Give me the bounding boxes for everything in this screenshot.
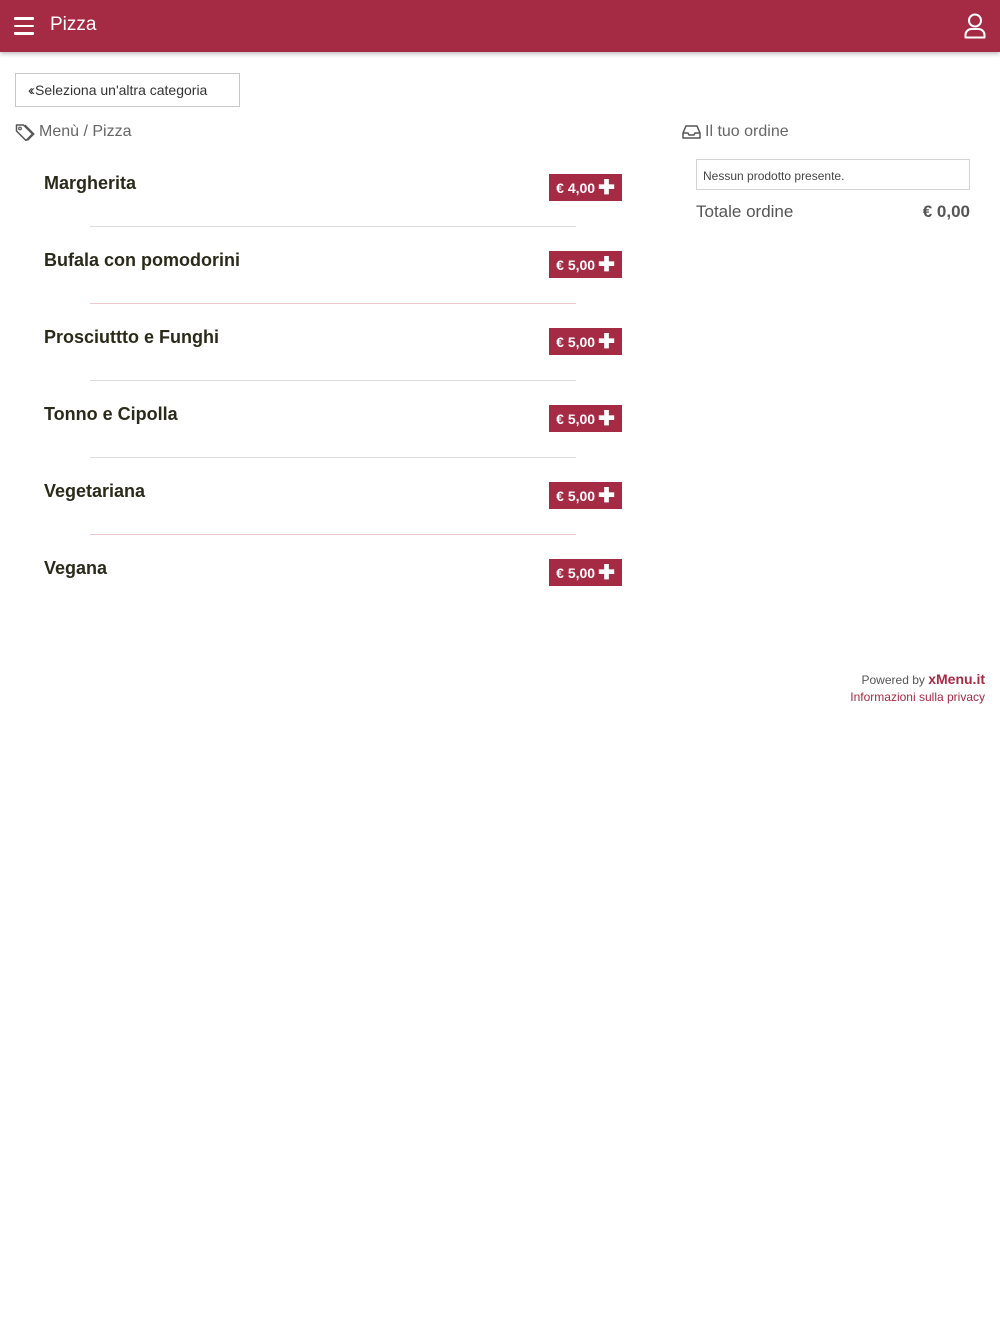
plus-icon: ✚ [598,407,615,430]
price-label: € 5,00 [556,333,596,350]
menu-item [0,458,660,535]
add-to-order-button[interactable] [549,405,622,432]
price-label: € 4,00 [556,179,596,196]
tag-icon [15,123,35,141]
order-items-box [696,159,970,190]
user-icon[interactable] [964,13,986,39]
price-label: € 5,00 [556,256,596,273]
breadcrumb [15,123,131,141]
menu-item-name: Vegetariana [44,481,146,501]
menu-item-name: Bufala con pomodorini [44,250,240,270]
price-label: € 5,00 [556,564,596,581]
add-to-order-button[interactable] [549,174,622,201]
select-other-category-button[interactable] [15,73,240,107]
plus-icon: ✚ [598,484,615,507]
menu-item-name: Vegana [44,558,108,578]
add-to-order-button[interactable] [549,559,622,586]
back-button-label: Seleziona un'altra categoria [35,82,208,98]
plus-icon: ✚ [598,176,615,199]
menu-item [0,381,660,458]
menu-item [0,535,660,612]
plus-icon: ✚ [598,561,615,584]
brand-link[interactable]: xMenu.it [928,671,985,687]
price-label: € 5,00 [556,487,596,504]
menu-item [0,304,660,381]
order-title [682,123,789,141]
hamburger-icon[interactable] [14,17,34,35]
order-total-value: € 0,00 [922,202,970,221]
add-to-order-button[interactable] [549,251,622,278]
inbox-icon [682,124,701,140]
price-label: € 5,00 [556,410,596,427]
powered-label: Powered by [861,673,925,687]
order-title-text: Il tuo ordine [705,123,789,140]
plus-icon: ✚ [598,330,615,353]
menu-list [0,150,660,612]
add-to-order-button[interactable] [549,482,622,509]
plus-icon: ✚ [598,253,615,276]
order-total-label: Totale ordine [696,202,794,221]
menu-item-name: Prosciuttto e Funghi [44,327,219,347]
top-bar [0,0,1000,52]
privacy-link[interactable]: Informazioni sulla privacy [850,690,985,704]
order-empty-text: Nessun prodotto presente. [703,169,845,183]
double-chevron-left-icon: ‹‹ [28,81,32,99]
add-to-order-button[interactable] [549,328,622,355]
powered-by [862,671,986,687]
page-title: Pizza [50,14,97,35]
breadcrumb-text: Menù / Pizza [39,123,132,140]
menu-item-name: Margherita [44,173,137,193]
menu-item [0,150,660,227]
menu-item [0,227,660,304]
menu-item-name: Tonno e Cipolla [44,404,178,424]
